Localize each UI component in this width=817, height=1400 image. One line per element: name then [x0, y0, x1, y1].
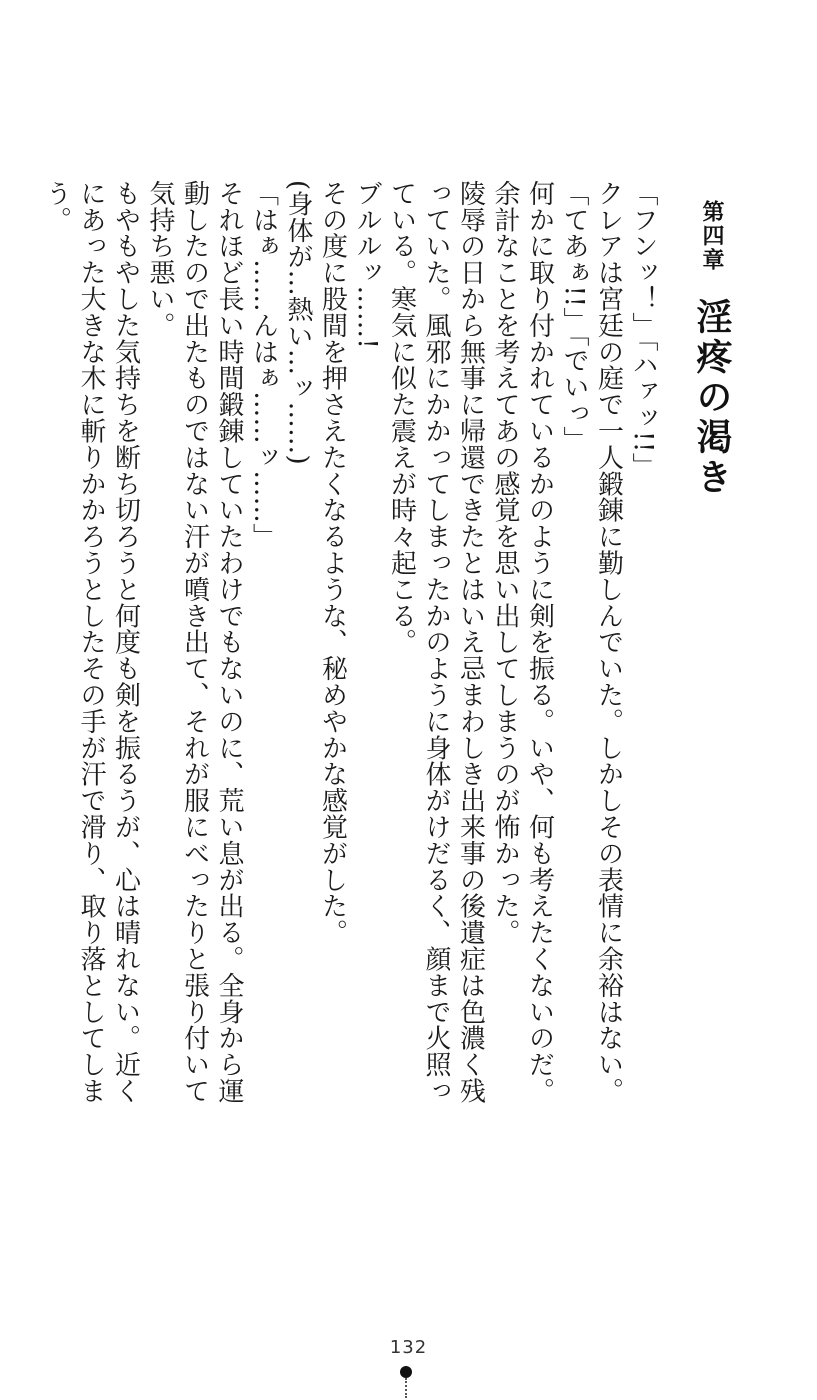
paragraph: 「フンッ！」「ハァッ!!」: [628, 180, 658, 480]
page-marker-dot-icon: [400, 1366, 412, 1378]
chapter-title: 淫疼の渇き: [691, 297, 732, 498]
chapter-label: 第四章: [699, 200, 724, 272]
body-text: [41, 180, 660, 1110]
paragraph: 何かに取り付かれているかのように剣を振る。いや、何も考えたくないのだ。余計なことを考えてあの感覚を思い出してしまうのが怖かった。: [490, 180, 555, 1104]
paragraph: 陵辱の日から無事に帰還できたとはいえ忌まわしき出来事の後遺症は色濃く残っていた。風邪にかかってしまったかのように身体がけだるく、顔まで火照っている。寒気に似た震えが時々起こる。: [386, 180, 486, 1104]
page-number: 132: [389, 1337, 428, 1358]
paragraph: その度に股間を押さえたくなるような、秘めやかな感覚がした。: [317, 180, 348, 946]
paragraph: クレアは宮廷の庭で一人鍛錬に勤しんでいた。しかしその表情に余裕はない。: [593, 180, 624, 1104]
page-marker-line: [405, 1378, 409, 1398]
paragraph: (身体が…熱い…ッ……): [283, 180, 313, 466]
paragraph: 「はぁ……んはぁ……ッ……」: [248, 180, 279, 550]
paragraph: それほど長い時間鍛錬していたわけでもないのに、荒い息が出る。全身から運動したので出たものではない汗が噴き出て、それが服にべったりと張り付いて気持ち悪い。: [145, 180, 244, 1104]
paragraph: 「てあぁ!!」「でいっ」: [559, 180, 589, 453]
paragraph: もやもやした気持ちを断ち切ろうと何度も剣を振るうが、心は晴れない。近くにあった大きな木に斬りかかろうとしたその手が汗で滑り、取り落としてしまう。: [41, 180, 141, 1104]
paragraph: ブルルッ……!: [352, 180, 382, 350]
chapter-heading: [686, 200, 737, 498]
